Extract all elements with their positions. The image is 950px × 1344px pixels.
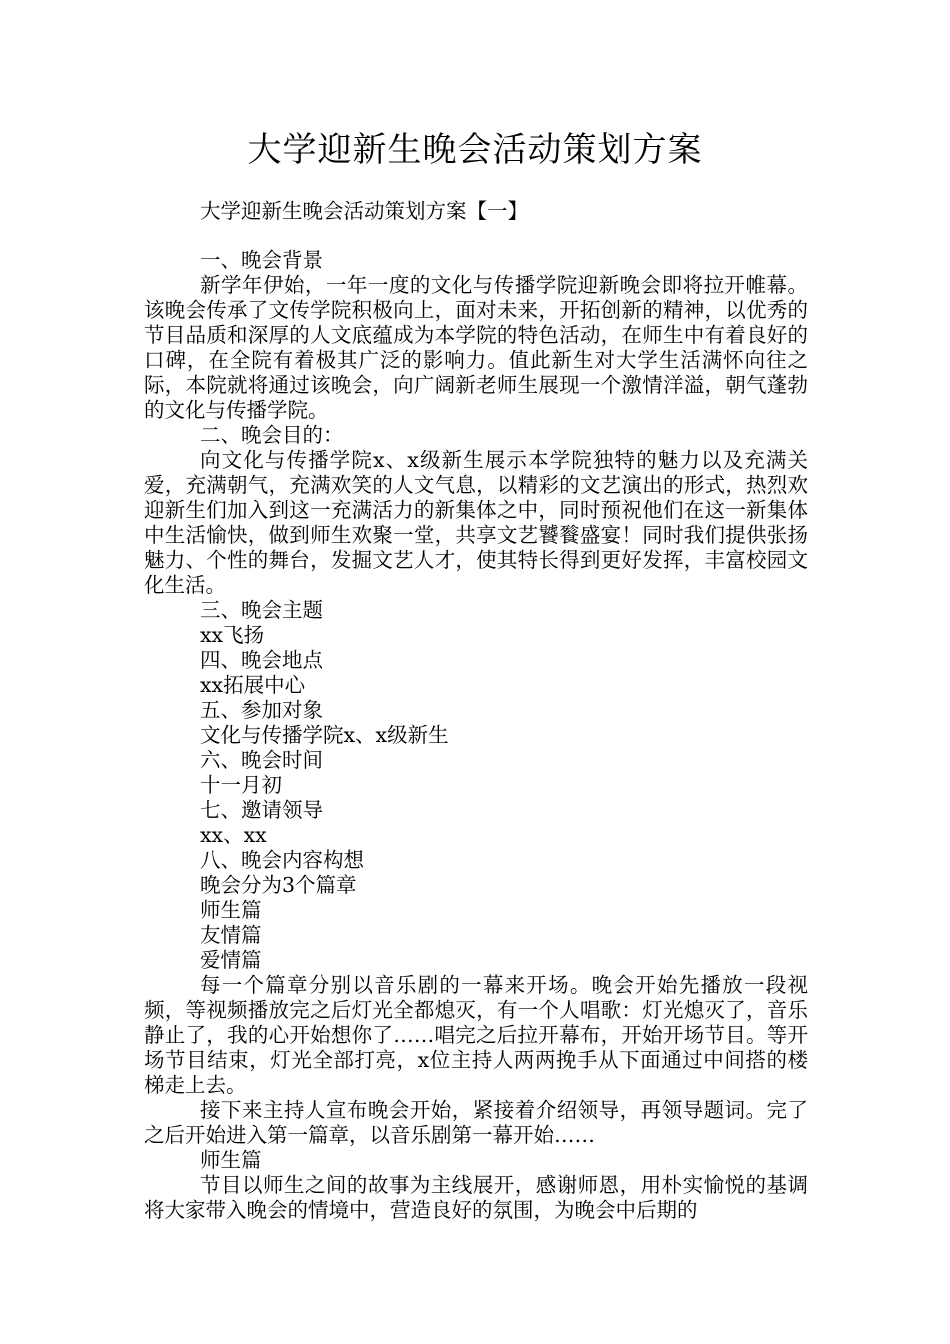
paragraph: 五、参加对象: [200, 698, 323, 722]
paragraph: 师生篇: [200, 1148, 262, 1172]
document-body: [144, 248, 808, 1223]
paragraph: 向文化与传播学院x、x级新生展示本学院独特的魅力以及充满关爱，充满朝气，充满欢笑的人文气息，以精彩的文艺演出的形式，热烈欢迎新生们加入到这一充满活力的新集体之中，同时预祝他们在这一新集体中生活愉快，做到师生欢聚一堂，共享文艺饕餮盛宴！同时我们提供张扬魅力、个性的舞台，发掘文艺人才，使其特长得到更好发挥，丰富校园文化生活。: [144, 448, 808, 597]
paragraph: 文化与传播学院x、x级新生: [200, 723, 449, 747]
paragraph: 每一个篇章分别以音乐剧的一幕来开场。晚会开始先播放一段视频，等视频播放完之后灯光全都熄灭，有一个人唱歌：灯光熄灭了，音乐静止了，我的心开始想你了……唱完之后拉开幕布，开始开场节目。等开场节目结束，灯光全部打亮，x位主持人两两挽手从下面通过中间搭的楼梯走上去。: [144, 973, 808, 1097]
paragraph: 新学年伊始，一年一度的文化与传播学院迎新晚会即将拉开帷幕。该晚会传承了文传学院积极向上，面对未来，开拓创新的精神，以优秀的节目品质和深厚的人文底蕴成为本学院的特色活动，在师生中有着良好的口碑，在全院有着极其广泛的影响力。值此新生对大学生活满怀向往之际，本院就将通过该晚会，向广阔新老师生展现一个激情洋溢，朝气蓬勃的文化与传播学院。: [144, 273, 808, 422]
paragraph: 二、晚会目的：: [200, 423, 344, 447]
paragraph: 八、晚会内容构想: [200, 848, 364, 872]
paragraph: xx飞扬: [200, 623, 265, 647]
paragraph: xx拓展中心: [200, 673, 306, 697]
paragraph: 十一月初: [200, 773, 282, 797]
document-title: 大学迎新生晚会活动策划方案: [247, 130, 703, 170]
paragraph: 接下来主持人宣布晚会开始，紧接着介绍领导，再领导题词。完了之后开始进入第一篇章，以音乐剧第一幕开始……: [144, 1098, 808, 1147]
paragraph: 晚会分为3个篇章: [200, 873, 357, 897]
paragraph: 三、晚会主题: [200, 598, 323, 622]
document-subtitle: 大学迎新生晚会活动策划方案【一】: [200, 199, 528, 223]
paragraph: 七、邀请领导: [200, 798, 323, 822]
paragraph: 友情篇: [200, 923, 262, 947]
paragraph: 六、晚会时间: [200, 748, 323, 772]
paragraph: xx、xx: [200, 823, 267, 847]
paragraph: 师生篇: [200, 898, 262, 922]
paragraph: 节目以师生之间的故事为主线展开，感谢师恩，用朴实愉悦的基调将大家带入晚会的情境中，营造良好的氛围，为晚会中后期的: [144, 1173, 808, 1222]
paragraph: 一、晚会背景: [200, 248, 323, 272]
paragraph: 四、晚会地点: [200, 648, 323, 672]
paragraph: 爱情篇: [200, 948, 262, 972]
